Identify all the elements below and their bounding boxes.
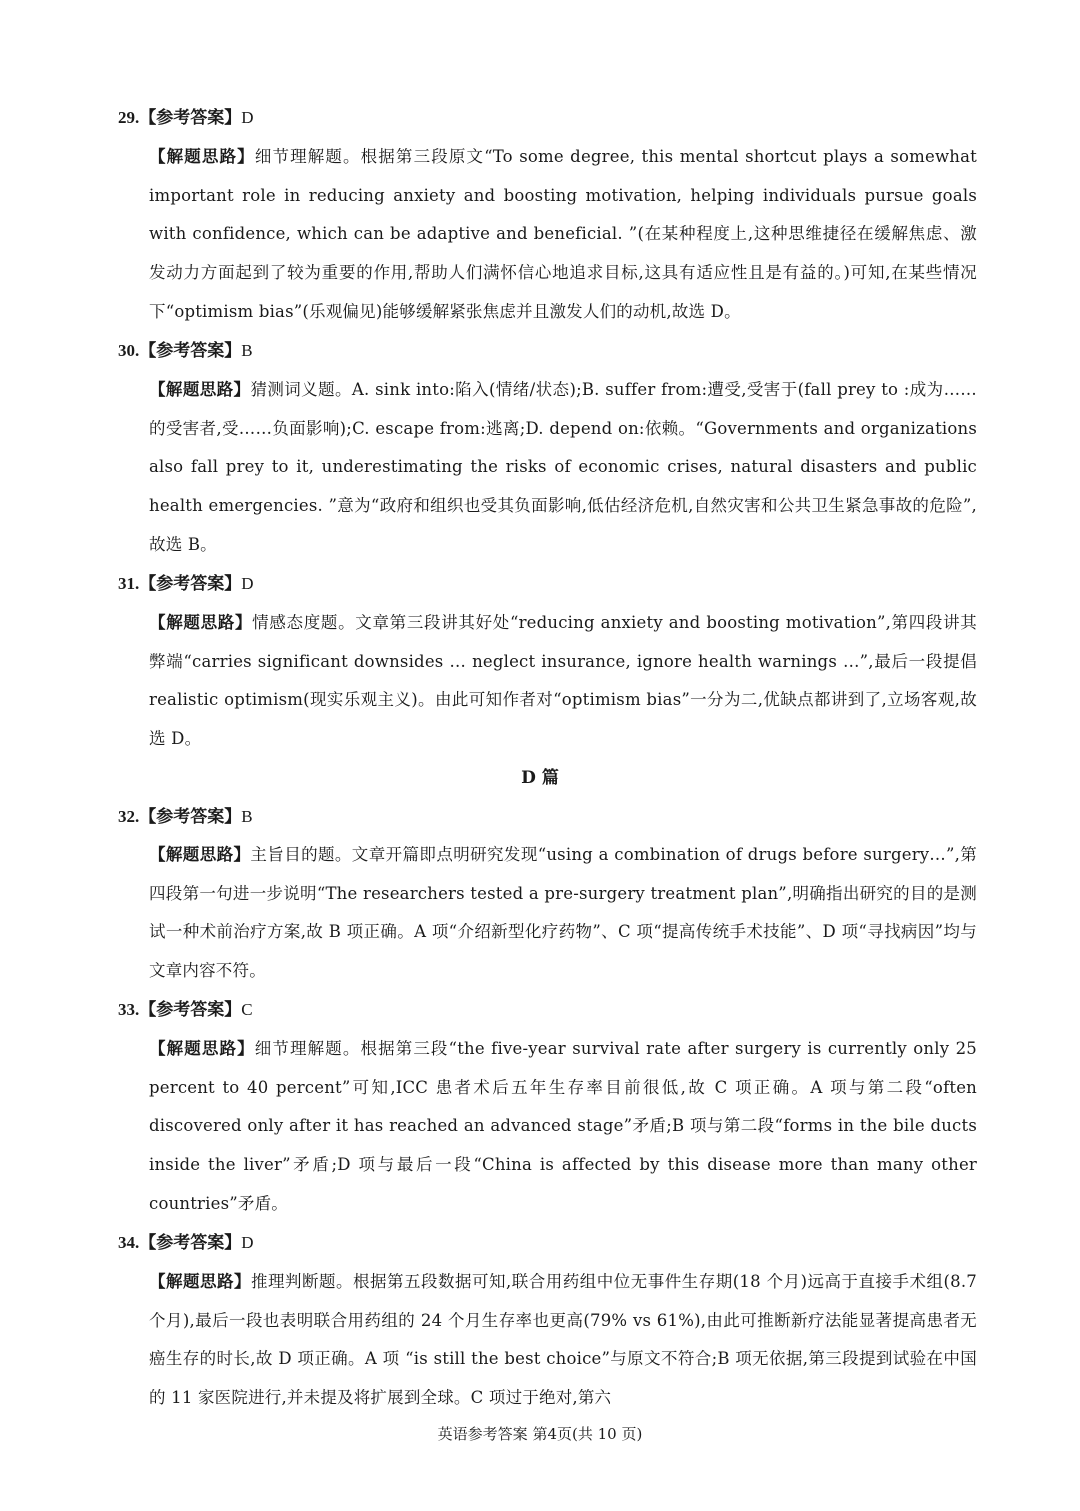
answer-label: 【参考答案】 — [139, 574, 242, 594]
analysis-text: 猜测词义题。A. sink into:陷入(情绪/状态);B. suffer from:遭受,受害于(fall prey to :成为……的受害者,受……负面影响);C. escape from:逃离;D. depend on:依赖。“Governments and organizations also fall prey to it, underestimating the risks of economic crises, natural disasters and public health emergencies. ”意为“政府和组织也受其负面影响,低估经济危机,自然灾害和公共卫生紧急事故的危险”,故选 B。 — [149, 380, 977, 554]
analysis-text: 细节理解题。根据第三段原文“To some degree, this mental shortcut plays a somewhat important role in reducing anxiety and boosting motivation, helping individuals pursue goals with confidence, which can be adaptive and beneficial. ”(在某种程度上,这种思维捷径在缓解焦虑、激发动力方面起到了较为重要的作用,帮助人们满怀信心地追求目标,这具有适应性且是有益的。)可知,在某些情况下“optimism bias”(乐观偏见)能够缓解紧张焦虑并且激发人们的动机,故选 D。 — [149, 147, 977, 321]
answer-value: B — [241, 341, 253, 360]
question-number: 34. — [118, 1233, 140, 1252]
question-31-analysis — [149, 604, 977, 759]
question-29-analysis — [149, 138, 977, 332]
question-number: 29. — [118, 108, 140, 127]
answer-value: B — [241, 807, 253, 826]
page-footer: 英语参考答案 第4页(共 10 页) — [437, 1425, 643, 1443]
question-number: 32. — [118, 807, 140, 826]
answer-label: 【参考答案】 — [139, 341, 242, 361]
question-29-header — [118, 106, 254, 130]
analysis-text: 细节理解题。根据第三段“the five-year survival rate after surgery is currently only 25 percent to 40 percent”可知,ICC 患者术后五年生存率目前很低,故 C 项正确。A 项与第二段“often discovered only after it has reached an advanced stage”矛盾;B 项与第二段“forms in the bile ducts inside the liver”矛盾;D 项与最后一段“China is affected by this disease more than many other countries”矛盾。 — [149, 1039, 977, 1213]
answer-label: 【参考答案】 — [139, 1233, 242, 1253]
analysis-text: 情感态度题。文章第三段讲其好处“reducing anxiety and boosting motivation”,第四段讲其弊端“carries significant downsides … neglect insurance, ignore health warnings …”,最后一段提倡 realistic optimism(现实乐观主义)。由此可知作者对“optimism bias”一分为二,优缺点都讲到了,立场客观,故选 D。 — [149, 613, 977, 749]
answer-value: D — [241, 574, 254, 593]
question-30-analysis — [149, 371, 977, 565]
question-34-header — [118, 1231, 254, 1255]
answer-value: C — [241, 1000, 253, 1019]
analysis-label: 【解题思路】 — [149, 1039, 255, 1058]
question-32-header — [118, 805, 253, 829]
question-number: 30. — [118, 341, 140, 360]
answer-value: D — [241, 108, 254, 127]
answer-value: D — [241, 1233, 254, 1252]
analysis-label: 【解题思路】 — [149, 147, 255, 166]
question-30-header — [118, 339, 253, 363]
question-number: 31. — [118, 574, 140, 593]
analysis-label: 【解题思路】 — [149, 613, 253, 632]
question-number: 33. — [118, 1000, 140, 1019]
question-31-header — [118, 572, 254, 596]
question-33-header — [118, 998, 253, 1022]
answer-label: 【参考答案】 — [139, 807, 242, 827]
analysis-label: 【解题思路】 — [149, 380, 251, 399]
analysis-text: 推理判断题。根据第五段数据可知,联合用药组中位无事件生存期(18 个月)远高于直接手术组(8.7 个月),最后一段也表明联合用药组的 24 个月生存率也更高(79% vs 61%),由此可推断新疗法能显著提高患者无癌生存的时长,故 D 项正确。A 项 “is still the best choice”与原文不符合;B 项无依据,第三段提到试验在中国的 11 家医院进行,并未提及将扩展到全球。C 项过于绝对,第六 — [149, 1272, 978, 1408]
analysis-text: 主旨目的题。文章开篇即点明研究发现“using a combination of drugs before surgery…”,第四段第一句进一步说明“The researchers tested a pre-surgery treatment plan”,明确指出研究的目的是测试一种术前治疗方案,故 B 项正确。A 项“介绍新型化疗药物”、C 项“提高传统手术技能”、D 项“寻找病因”均与文章内容不符。 — [149, 845, 977, 981]
answer-label: 【参考答案】 — [139, 108, 242, 128]
question-32-analysis — [149, 836, 977, 991]
question-34-analysis — [149, 1263, 977, 1418]
analysis-label: 【解题思路】 — [149, 1272, 252, 1291]
question-33-analysis — [149, 1030, 977, 1224]
section-title: D 篇 — [521, 768, 559, 788]
answer-label: 【参考答案】 — [139, 1000, 242, 1020]
analysis-label: 【解题思路】 — [149, 845, 251, 864]
